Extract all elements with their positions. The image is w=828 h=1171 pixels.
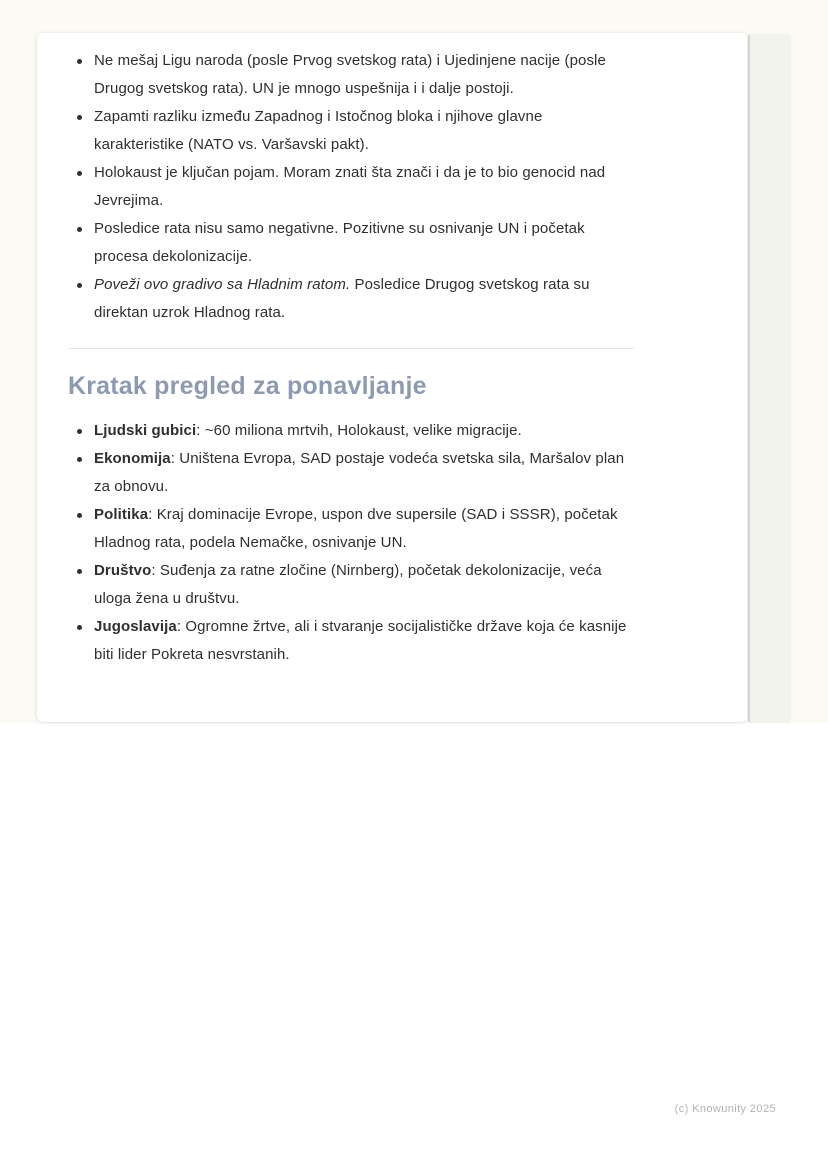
- next-page-edge[interactable]: [748, 34, 791, 723]
- review-text: : Suđenja za ratne zločine (Nirnberg), početak dekolonizacije, veća uloga žena u društvu.: [94, 562, 602, 607]
- exam-tip-item: [68, 103, 634, 159]
- bullet-dot-icon: [77, 59, 82, 64]
- review-text: : Kraj dominacije Evrope, uspon dve supersile (SAD i SSSR), početak Hladnog rata, podela Nemačke, osnivanje UN.: [94, 506, 618, 551]
- exam-tip-item: [68, 47, 634, 103]
- bullet-dot-icon: [77, 227, 82, 232]
- tip-text: Zapamti razliku između Zapadnog i Istočnog bloka i njihove glavne karakteristike (NATO vs. Varšavski pakt).: [94, 108, 543, 153]
- review-term: Ljudski gubici: [94, 422, 197, 439]
- note-page-card[interactable]: [37, 33, 747, 722]
- review-point-item: [68, 501, 634, 557]
- note-page-content: [37, 33, 747, 669]
- review-text: : Uništena Evropa, SAD postaje vodeća svetska sila, Maršalov plan za obnovu.: [94, 450, 625, 495]
- bullet-dot-icon: [77, 283, 82, 288]
- review-point-item: [68, 445, 634, 501]
- bullet-dot-icon: [77, 457, 82, 462]
- tip-text: Ne mešaj Ligu naroda (posle Prvog svetskog rata) i Ujedinjene nacije (posle Drugog svetskog rata). UN je mnogo uspešnija i i dalje postoji.: [94, 52, 606, 97]
- review-text: : ~60 miliona mrtvih, Holokaust, velike migracije.: [196, 422, 522, 439]
- section-divider: [68, 348, 634, 349]
- bullet-dot-icon: [77, 513, 82, 518]
- copyright-footer: (c) Knowunity 2025: [674, 1103, 776, 1115]
- bullet-dot-icon: [77, 625, 82, 630]
- review-term: Društvo: [94, 562, 152, 579]
- review-point-item: [68, 417, 634, 445]
- tip-text: Posledice rata nisu samo negativne. Pozitivne su osnivanje UN i početak procesa dekolonizacije.: [94, 220, 585, 265]
- review-term: Jugoslavija: [94, 618, 177, 635]
- tip-text-italic: Poveži ovo gradivo sa Hladnim ratom.: [94, 276, 351, 293]
- review-term: Politika: [94, 506, 149, 523]
- exam-tip-item: [68, 159, 634, 215]
- section-heading: Kratak pregled za ponavljanje: [68, 372, 427, 400]
- review-point-item: [68, 557, 634, 613]
- review-term: Ekonomija: [94, 450, 171, 467]
- bullet-dot-icon: [77, 429, 82, 434]
- exam-tip-item: [68, 271, 634, 327]
- review-text: : Ogromne žrtve, ali i stvaranje socijalističke države koja će kasnije biti lider Pokreta nesvrstanih.: [94, 618, 627, 663]
- bullet-dot-icon: [77, 115, 82, 120]
- review-point-item: [68, 613, 634, 669]
- review-list: [68, 417, 634, 669]
- bullet-dot-icon: [77, 171, 82, 176]
- tip-text: Holokaust je ključan pojam. Moram znati šta znači i da je to bio genocid nad Jevrejima.: [94, 164, 606, 209]
- tip-text: Posledice Drugog svetskog rata su direktan uzrok Hladnog rata.: [94, 276, 590, 321]
- exam-tips-list: [68, 47, 634, 327]
- exam-tip-item: [68, 215, 634, 271]
- bullet-dot-icon: [77, 569, 82, 574]
